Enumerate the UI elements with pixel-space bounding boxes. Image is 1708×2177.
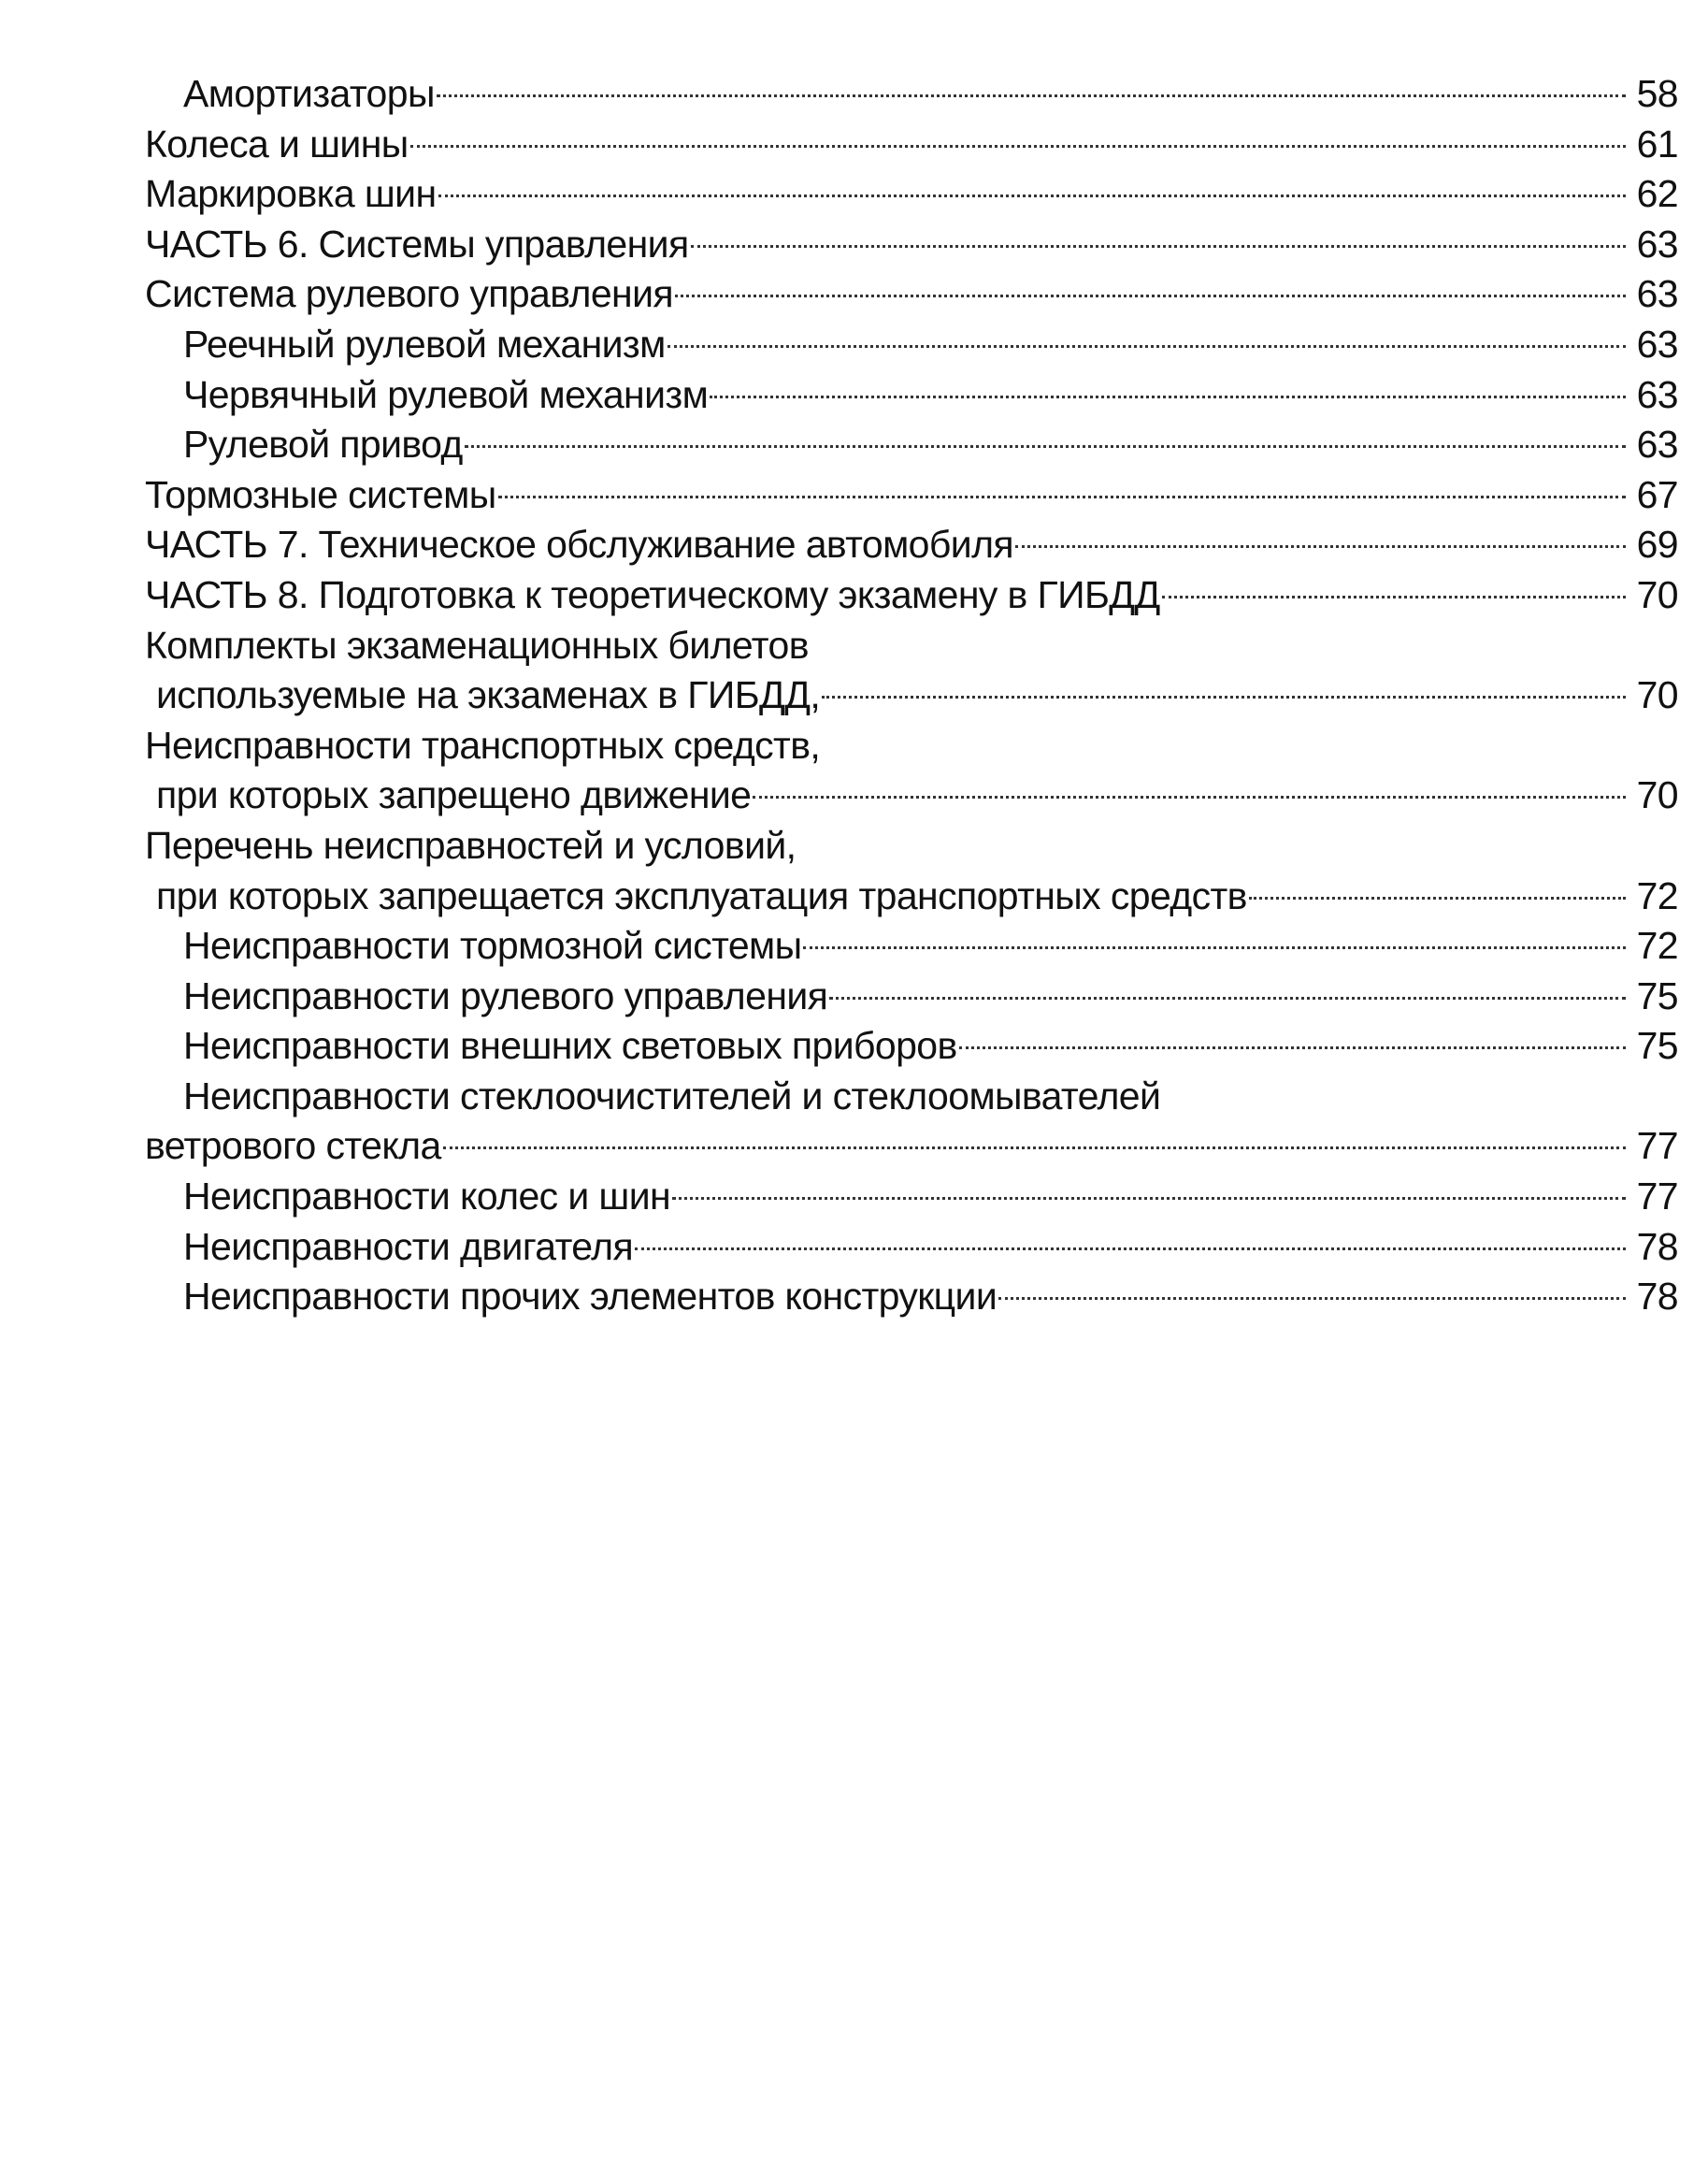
toc-entry[interactable]	[145, 69, 1678, 120]
dot-leader	[753, 796, 1626, 799]
dot-leader	[829, 997, 1626, 1000]
toc-part-heading[interactable]	[145, 520, 1678, 570]
toc-entry-page: 61	[1636, 122, 1678, 166]
dot-leader	[443, 1146, 1626, 1149]
toc-entry-title: ветрового стекла	[145, 1124, 441, 1168]
toc-entry-first-line	[145, 621, 1678, 671]
toc-entry-title: Неисправности прочих элементов конструкции	[183, 1275, 998, 1319]
dot-leader	[1249, 897, 1626, 900]
dot-leader	[635, 1247, 1626, 1250]
toc-entry-title: Неисправности тормозной системы	[183, 924, 802, 968]
toc-entry-title: Амортизаторы	[183, 72, 435, 115]
toc-entry-page: 70	[1636, 673, 1678, 717]
toc-entry-page: 72	[1636, 873, 1678, 917]
toc-entry[interactable]	[145, 670, 1678, 721]
toc-entry[interactable]	[145, 470, 1678, 521]
toc-entry-page: 63	[1636, 423, 1678, 467]
toc-entry[interactable]	[145, 320, 1678, 370]
toc-entry-title: Рулевой привод	[183, 423, 463, 467]
toc-entry-page: 78	[1636, 1275, 1678, 1319]
toc-entry[interactable]	[145, 1021, 1678, 1072]
toc-entry-page: 58	[1636, 72, 1678, 115]
toc-entry-page: 77	[1636, 1175, 1678, 1218]
toc-entry-title-line1: Неисправности стеклоочистителей и стеклоомывателей	[183, 1074, 1161, 1117]
toc-entry-title: Реечный рулевой механизм	[183, 322, 666, 366]
toc-entry-title: Неисправности рулевого управления	[183, 973, 828, 1017]
toc-entry-page: 75	[1636, 1024, 1678, 1068]
toc-entry-page: 78	[1636, 1224, 1678, 1268]
toc-entry-page: 67	[1636, 472, 1678, 516]
dot-leader	[1015, 545, 1626, 548]
toc-entry-title-line1: Комплекты экзаменационных билетов	[145, 623, 809, 667]
dot-leader	[822, 696, 1626, 699]
toc-entry-title: Червячный рулевой механизм	[183, 372, 709, 416]
dot-leader	[465, 445, 1626, 448]
dot-leader	[691, 245, 1626, 248]
toc-entry-page: 70	[1636, 773, 1678, 817]
toc-entry-first-line	[145, 721, 1678, 771]
toc-entry-title: ЧАСТЬ 7. Техническое обслуживание автомобиля	[145, 523, 1013, 567]
dot-leader	[675, 295, 1626, 297]
toc-entry-title: Тормозные системы	[145, 472, 496, 516]
dot-leader	[1162, 596, 1626, 598]
toc-entry-page: 63	[1636, 372, 1678, 416]
toc-entry-page: 72	[1636, 924, 1678, 968]
toc-entry-title: ЧАСТЬ 6. Системы управления	[145, 222, 689, 266]
toc-entry[interactable]	[145, 370, 1678, 421]
toc-entry[interactable]	[145, 972, 1678, 1022]
toc-entry[interactable]	[145, 269, 1678, 320]
toc-entry-first-line	[145, 821, 1678, 872]
toc-entry-title-line1: Перечень неисправностей и условий,	[145, 823, 797, 867]
table-of-contents	[145, 69, 1678, 1322]
toc-entry-title: используемые на экзаменах в ГИБДД,	[156, 673, 821, 717]
toc-entry-page: 69	[1636, 523, 1678, 567]
toc-entry[interactable]	[145, 1272, 1678, 1322]
toc-entry-page: 75	[1636, 973, 1678, 1017]
dot-leader	[803, 946, 1626, 949]
toc-entry[interactable]	[145, 169, 1678, 220]
dot-leader	[437, 94, 1626, 97]
toc-entry-title: Система рулевого управления	[145, 272, 673, 316]
toc-entry-page: 63	[1636, 222, 1678, 266]
toc-entry-page: 63	[1636, 322, 1678, 366]
toc-entry-page: 70	[1636, 572, 1678, 616]
dot-leader	[959, 1046, 1626, 1049]
toc-part-heading[interactable]	[145, 220, 1678, 270]
toc-entry-title: Неисправности колес и шин	[183, 1175, 671, 1218]
toc-entry-title: при которых запрещается эксплуатация транспортных средств	[156, 873, 1247, 917]
toc-entry-title: Неисправности двигателя	[183, 1224, 634, 1268]
toc-entry-title: при которых запрещено движение	[156, 773, 752, 817]
toc-entry-page: 77	[1636, 1124, 1678, 1168]
toc-entry-page: 62	[1636, 172, 1678, 216]
dot-leader	[498, 496, 1626, 498]
toc-entry-title-line1: Неисправности транспортных средств,	[145, 723, 821, 767]
dot-leader	[667, 345, 1626, 348]
toc-entry[interactable]	[145, 1172, 1678, 1222]
toc-entry-title: Маркировка шин	[145, 172, 437, 216]
dot-leader	[438, 195, 1626, 197]
toc-entry[interactable]	[145, 872, 1678, 922]
toc-entry[interactable]	[145, 921, 1678, 972]
toc-entry[interactable]	[145, 120, 1678, 170]
toc-entry-title: ЧАСТЬ 8. Подготовка к теоретическому экзамену в ГИБДД	[145, 572, 1160, 616]
dot-leader	[998, 1297, 1626, 1300]
dot-leader	[672, 1197, 1626, 1200]
toc-entry-page: 63	[1636, 272, 1678, 316]
dot-leader	[410, 145, 1626, 148]
dot-leader	[710, 396, 1626, 398]
toc-entry[interactable]	[145, 420, 1678, 470]
toc-entry[interactable]	[145, 1121, 1678, 1172]
toc-entry-first-line	[145, 1072, 1678, 1122]
toc-entry-title: Неисправности внешних световых приборов	[183, 1024, 957, 1068]
toc-entry[interactable]	[145, 1222, 1678, 1273]
toc-part-heading[interactable]	[145, 570, 1678, 621]
toc-entry[interactable]	[145, 771, 1678, 821]
toc-entry-title: Колеса и шины	[145, 122, 409, 166]
